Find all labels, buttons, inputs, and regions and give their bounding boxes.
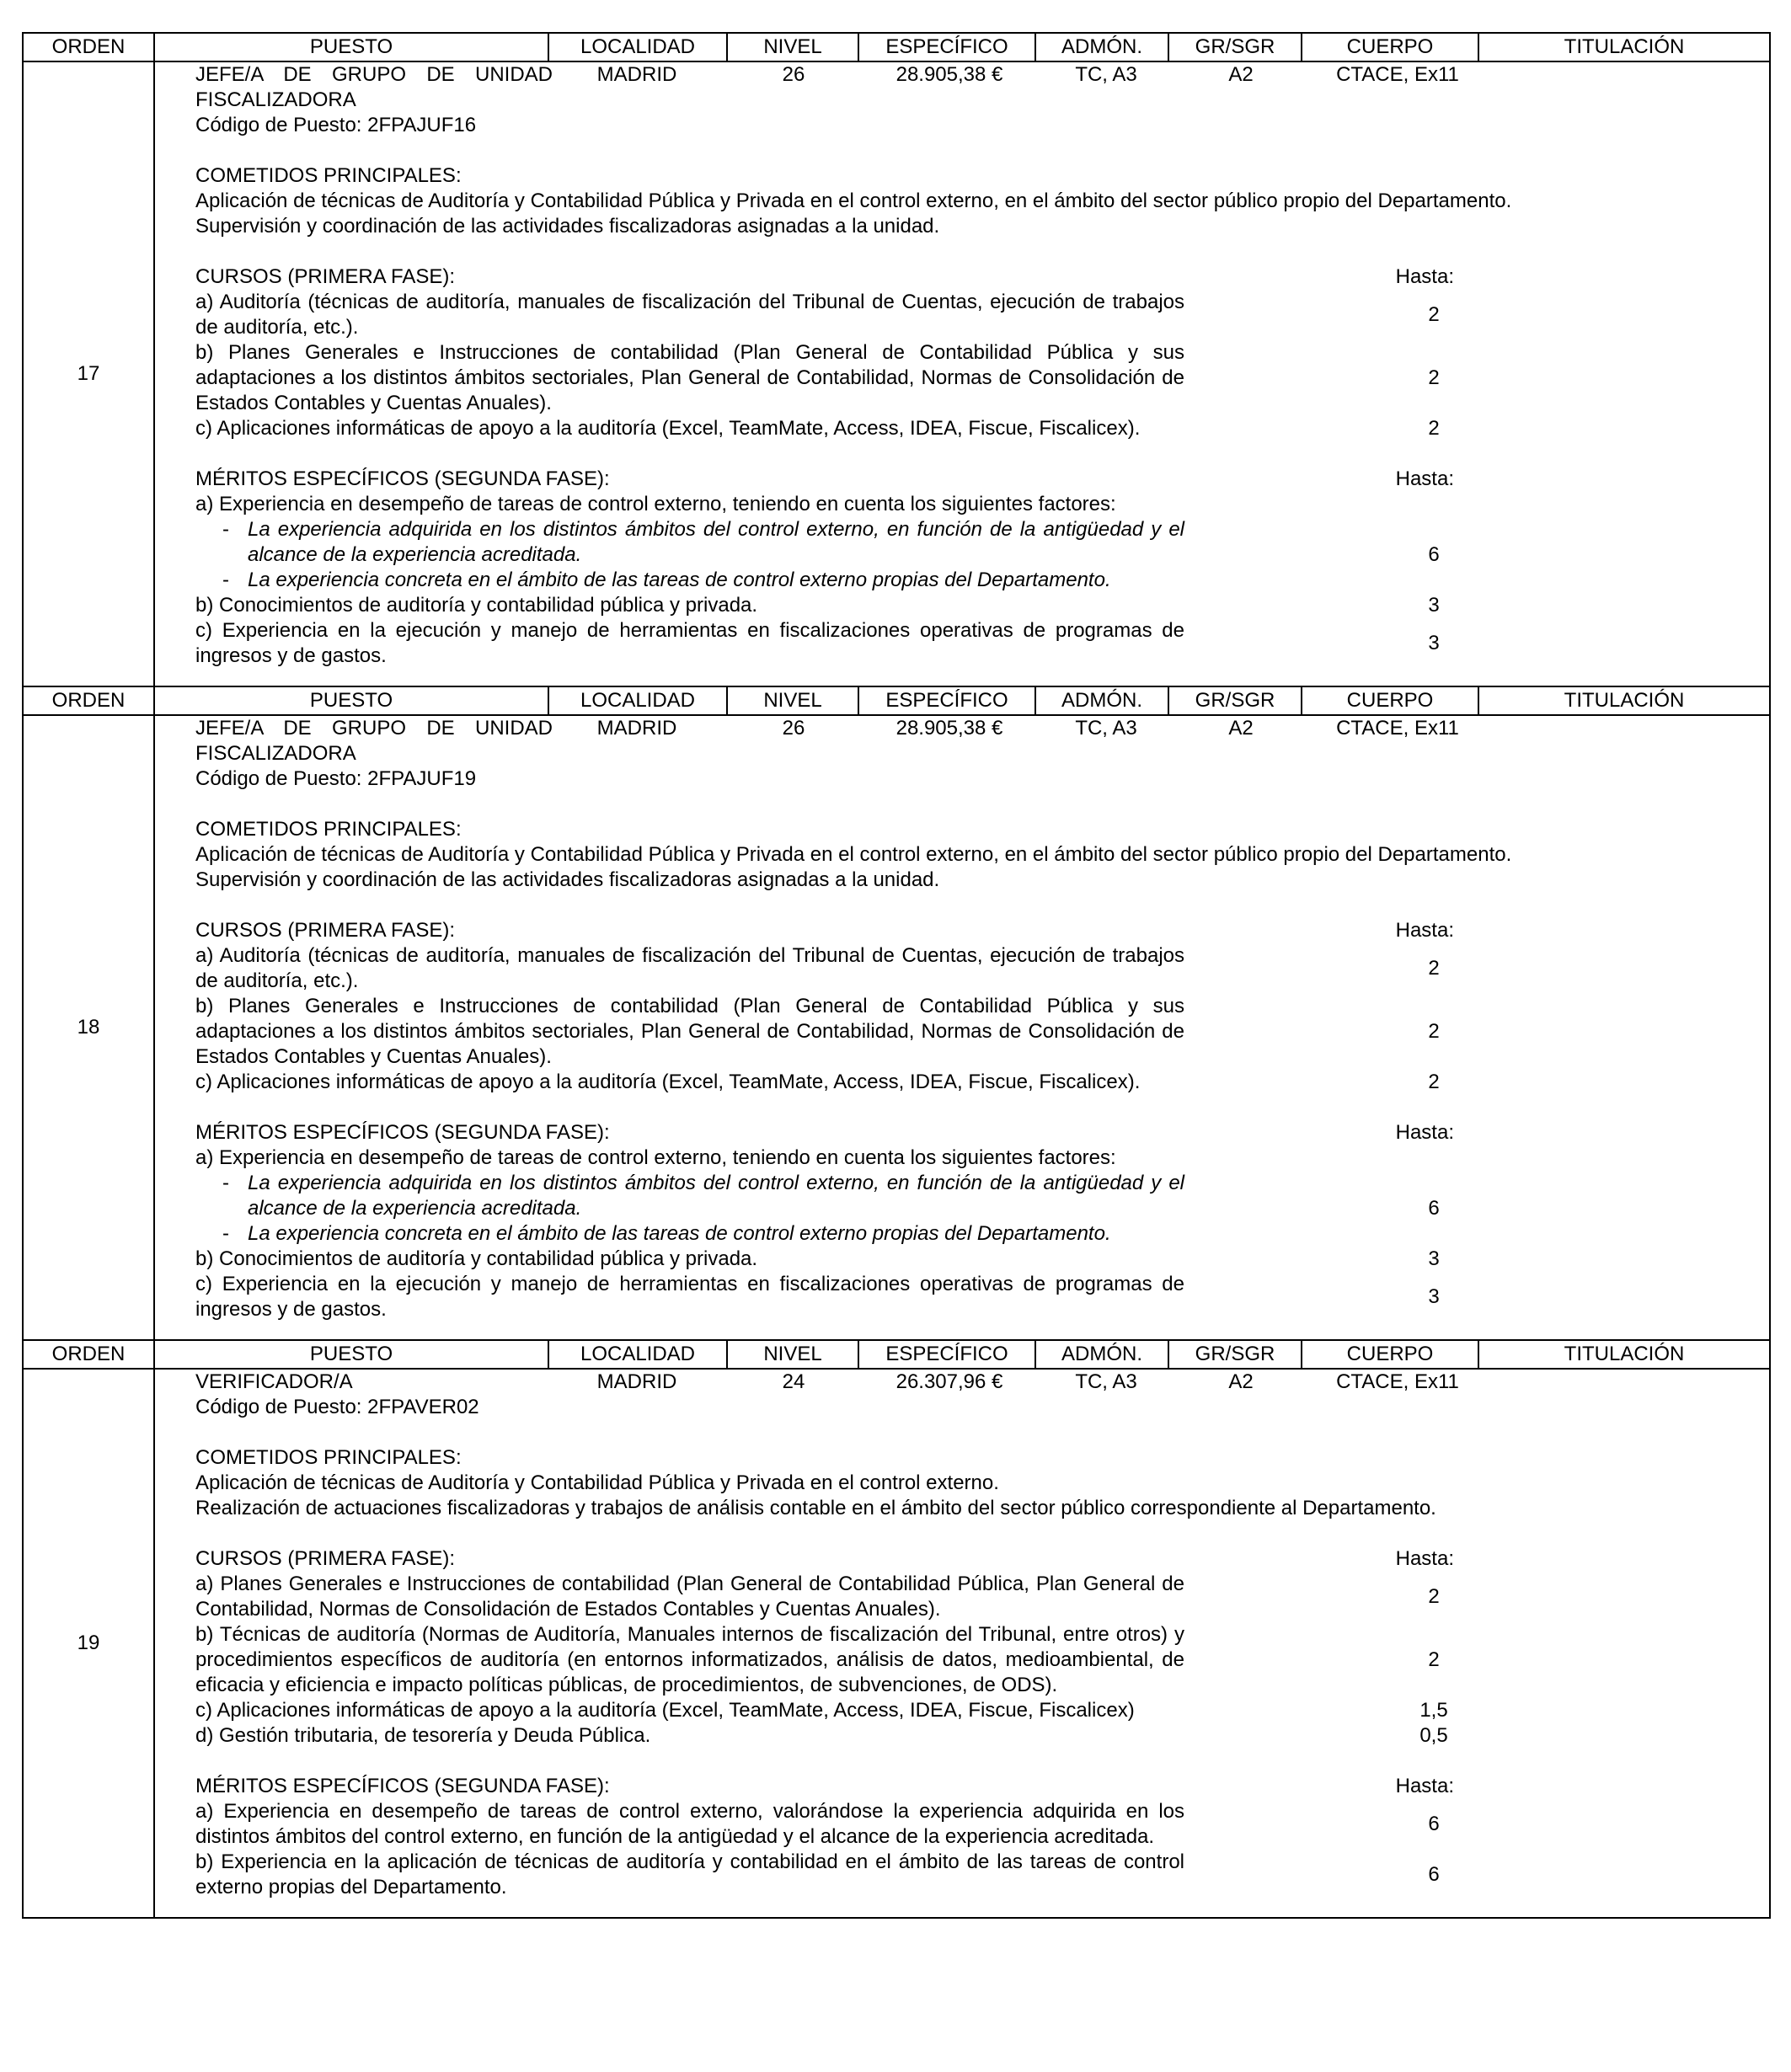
dash-bullet: - — [222, 569, 229, 591]
header-orden: ORDEN — [24, 1341, 155, 1368]
document — [22, 32, 1771, 1919]
merito-points: 6 — [1428, 1863, 1440, 1886]
header-cuerpo: CUERPO — [1302, 687, 1479, 714]
curso-points: 2 — [1428, 1648, 1440, 1671]
merito-factor — [195, 517, 1184, 568]
curso-row — [195, 1070, 1769, 1095]
header-admon: ADMÓN. — [1036, 687, 1169, 714]
merito-points: 6 — [1428, 1813, 1440, 1835]
hasta-label: Hasta: — [1395, 1547, 1454, 1570]
cometidos-heading: COMETIDOS PRINCIPALES: — [195, 818, 462, 841]
merito-row — [195, 1272, 1769, 1322]
meritos-heading: MÉRITOS ESPECÍFICOS (SEGUNDA FASE): — [195, 467, 610, 490]
cuerpo-value: CTACE, Ex11 — [1336, 63, 1459, 86]
merito-row — [195, 593, 1769, 618]
position-details — [155, 716, 1769, 1322]
spacer — [195, 239, 1769, 264]
grupo-value: A2 — [1228, 63, 1254, 86]
spacer — [195, 1420, 1769, 1445]
localidad-value: MADRID — [596, 717, 677, 740]
merito-factor-text: La experiencia adquirida en los distintos ámbitos del control externo, en función de la antigüedad y el alcance de la experiencia acreditada. — [248, 518, 1184, 566]
cursos-heading-row — [195, 264, 1769, 290]
curso-text: a) Auditoría (técnicas de auditoría, manuales de fiscalización del Tribunal de Cuentas, ejecución de trabajos de auditoría, etc.). — [195, 944, 1184, 992]
merito-a-factor-list — [195, 517, 1184, 593]
curso-text: b) Planes Generales e Instrucciones de contabilidad (Plan General de Contabilidad Pública y sus adaptaciones a los distintos ámbitos sectoriales, Plan General de Contabilidad, Normas de Consolidación de Estados Contables y Cuentas Anuales). — [195, 341, 1184, 414]
admon-value: TC, A3 — [1075, 63, 1137, 86]
merito-text: b) Conocimientos de auditoría y contabilidad pública y privada. — [195, 1247, 758, 1270]
curso-text: b) Técnicas de auditoría (Normas de Auditoría, Manuales internos de fiscalización del Tribunal, entre otros) y procedimientos específicos de auditoría (en entornos informatizados, análisis de datos, medioambiental, de eficacia y eficiencia e impacto políticas públicas, de procedimientos, de subvenciones, de ODS). — [195, 1623, 1184, 1696]
localidad-value: MADRID — [596, 1370, 677, 1393]
puesto-name: VERIFICADOR/A — [195, 1370, 353, 1393]
curso-row — [195, 1622, 1769, 1698]
curso-text: a) Planes Generales e Instrucciones de contabilidad (Plan General de Contabilidad Pública, Plan General de Contabilidad, Normas de Consolidación de Estados Contables y Cuentas Anuales). — [195, 1573, 1184, 1621]
position-block — [22, 32, 1771, 686]
merito-row — [195, 1850, 1769, 1900]
position-block — [22, 1339, 1771, 1919]
curso-row — [195, 1698, 1769, 1723]
header-especifico: ESPECÍFICO — [859, 1341, 1036, 1368]
meritos-heading: MÉRITOS ESPECÍFICOS (SEGUNDA FASE): — [195, 1775, 610, 1797]
puesto-name: JEFE/A DE GRUPO DE UNIDAD FISCALIZADORA — [195, 63, 553, 111]
especifico-value: 28.905,38 € — [896, 63, 1003, 86]
header-nivel: NIVEL — [728, 687, 859, 714]
merito-points: 3 — [1428, 1247, 1440, 1270]
position-body — [24, 716, 1769, 1339]
header-titulacion: TITULACIÓN — [1564, 35, 1685, 58]
merito-factor — [195, 1221, 1184, 1247]
curso-points: 1,5 — [1419, 1699, 1448, 1722]
hasta-label: Hasta: — [1395, 919, 1454, 942]
curso-points: 0,5 — [1419, 1724, 1448, 1747]
orden-cell — [24, 1370, 155, 1917]
cometidos-heading: COMETIDOS PRINCIPALES: — [195, 164, 462, 187]
position-content — [155, 1370, 1769, 1917]
merito-row — [195, 1799, 1769, 1850]
merito-text: c) Experiencia en la ejecución y manejo de herramientas en fiscalizaciones operativas de programas de ingresos y de gastos. — [195, 619, 1184, 667]
header-gr-sgr: GR/SGR — [1169, 687, 1302, 714]
cursos-heading-row — [195, 1546, 1769, 1572]
curso-points: 2 — [1428, 1585, 1440, 1608]
cometido-line: Aplicación de técnicas de Auditoría y Contabilidad Pública y Privada en el control externo, en el ámbito del sector público propio del Departamento. — [195, 190, 1512, 212]
header-orden: ORDEN — [24, 687, 155, 714]
cursos-heading-row — [195, 918, 1769, 943]
hasta-label: Hasta: — [1395, 1775, 1454, 1797]
orden-number: 17 — [77, 362, 100, 385]
curso-text: b) Planes Generales e Instrucciones de contabilidad (Plan General de Contabilidad Pública y sus adaptaciones a los distintos ámbitos sectoriales, Plan General de Contabilidad, Normas de Consolidación de Estados Contables y Cuentas Anuales). — [195, 995, 1184, 1068]
header-localidad: LOCALIDAD — [549, 687, 728, 714]
merito-factor — [195, 1171, 1184, 1221]
spacer — [195, 138, 1769, 163]
merito-points: 3 — [1428, 632, 1440, 654]
spacer — [195, 1095, 1769, 1120]
orden-number: 19 — [77, 1631, 100, 1654]
merito-row — [195, 1247, 1769, 1272]
header-puesto: PUESTO — [155, 687, 549, 714]
merito-points: 6 — [1428, 543, 1440, 566]
orden-number: 18 — [77, 1016, 100, 1039]
merito-factor-text: La experiencia concreta en el ámbito de las tareas de control externo propias del Departamento. — [248, 1222, 1111, 1245]
curso-row — [195, 1572, 1769, 1622]
admon-value: TC, A3 — [1075, 1370, 1137, 1393]
dash-bullet: - — [222, 518, 229, 541]
curso-row — [195, 994, 1769, 1070]
hasta-label: Hasta: — [1395, 467, 1454, 490]
puesto-code: Código de Puesto: 2FPAJUF19 — [195, 767, 477, 790]
position-body — [24, 62, 1769, 686]
header-gr-sgr: GR/SGR — [1169, 1341, 1302, 1368]
merito-row — [195, 618, 1769, 669]
meritos-heading-row — [195, 1120, 1769, 1145]
header-admon: ADMÓN. — [1036, 1341, 1169, 1368]
localidad-value: MADRID — [596, 63, 677, 86]
header-especifico: ESPECÍFICO — [859, 687, 1036, 714]
cursos-heading: CURSOS (PRIMERA FASE): — [195, 1547, 456, 1570]
curso-row — [195, 340, 1769, 416]
column-header-row — [24, 1341, 1769, 1370]
grupo-value: A2 — [1228, 717, 1254, 740]
spacer — [195, 441, 1769, 467]
merito-factor-text: La experiencia adquirida en los distintos ámbitos del control externo, en función de la antigüedad y el alcance de la experiencia acreditada. — [248, 1172, 1184, 1220]
meritos-heading: MÉRITOS ESPECÍFICOS (SEGUNDA FASE): — [195, 1121, 610, 1144]
position-details — [155, 1370, 1769, 1900]
header-cuerpo: CUERPO — [1302, 34, 1479, 61]
cometido-line: Supervisión y coordinación de las actividades fiscalizadoras asignadas a la unidad. — [195, 868, 940, 891]
header-localidad: LOCALIDAD — [549, 34, 728, 61]
header-cuerpo: CUERPO — [1302, 1341, 1479, 1368]
merito-text: a) Experiencia en desempeño de tareas de control externo, valorándose la experiencia adquirida en los distintos ámbitos del control externo, en función de la antigüedad y el alcance de la experiencia acreditada. — [195, 1800, 1184, 1848]
curso-points: 2 — [1428, 1071, 1440, 1093]
merito-factor-text: La experiencia concreta en el ámbito de las tareas de control externo propias del Departamento. — [248, 569, 1111, 591]
position-content — [155, 62, 1769, 686]
curso-row — [195, 1723, 1769, 1749]
merito-points: 3 — [1428, 1285, 1440, 1308]
curso-text: c) Aplicaciones informáticas de apoyo a la auditoría (Excel, TeamMate, Access, IDEA, Fiscue, Fiscalicex) — [195, 1699, 1135, 1722]
especifico-value: 28.905,38 € — [896, 717, 1003, 740]
merito-text: b) Experiencia en la aplicación de técnicas de auditoría y contabilidad en el ámbito de las tareas de control externo propias del Departamento. — [195, 1850, 1184, 1898]
cometido-line: Supervisión y coordinación de las actividades fiscalizadoras asignadas a la unidad. — [195, 215, 940, 238]
cometido-line: Aplicación de técnicas de Auditoría y Contabilidad Pública y Privada en el control externo, en el ámbito del sector público propio del Departamento. — [195, 843, 1512, 866]
header-nivel: NIVEL — [728, 34, 859, 61]
position-body — [24, 1370, 1769, 1917]
orden-cell — [24, 62, 155, 686]
header-orden: ORDEN — [24, 34, 155, 61]
cuerpo-value: CTACE, Ex11 — [1336, 717, 1459, 740]
nivel-value: 26 — [782, 63, 805, 86]
curso-row — [195, 416, 1769, 441]
header-puesto: PUESTO — [155, 1341, 549, 1368]
curso-points: 2 — [1428, 366, 1440, 389]
cometido-line: Realización de actuaciones fiscalizadoras y trabajos de análisis contable en el ámbito del sector público correspondiente al Departamento. — [195, 1497, 1436, 1519]
meritos-heading-row — [195, 1774, 1769, 1799]
curso-text: a) Auditoría (técnicas de auditoría, manuales de fiscalización del Tribunal de Cuentas, ejecución de trabajos de auditoría, etc.). — [195, 291, 1184, 339]
merito-points: 3 — [1428, 594, 1440, 617]
merito-a-factor-list — [195, 1171, 1184, 1247]
especifico-value: 26.307,96 € — [896, 1370, 1003, 1393]
cuerpo-value: CTACE, Ex11 — [1336, 1370, 1459, 1393]
header-admon: ADMÓN. — [1036, 34, 1169, 61]
merito-text: b) Conocimientos de auditoría y contabilidad pública y privada. — [195, 594, 758, 617]
header-titulacion: TITULACIÓN — [1564, 1343, 1685, 1365]
curso-text: d) Gestión tributaria, de tesorería y Deuda Pública. — [195, 1724, 651, 1747]
merito-a-factors — [195, 517, 1769, 593]
position-block — [22, 686, 1771, 1339]
nivel-value: 24 — [782, 1370, 805, 1393]
merito-points: 6 — [1428, 1197, 1440, 1220]
header-gr-sgr: GR/SGR — [1169, 34, 1302, 61]
curso-points: 2 — [1428, 417, 1440, 440]
puesto-name: JEFE/A DE GRUPO DE UNIDAD FISCALIZADORA — [195, 717, 553, 765]
hasta-label: Hasta: — [1395, 1121, 1454, 1144]
position-details — [155, 62, 1769, 669]
column-header-row — [24, 687, 1769, 716]
header-nivel: NIVEL — [728, 1341, 859, 1368]
spacer — [195, 1749, 1769, 1774]
position-content — [155, 716, 1769, 1339]
merito-text: c) Experiencia en la ejecución y manejo de herramientas en fiscalizaciones operativas de programas de ingresos y de gastos. — [195, 1273, 1184, 1321]
merito-a-factors — [195, 1171, 1769, 1247]
cometido-line: Aplicación de técnicas de Auditoría y Contabilidad Pública y Privada en el control externo. — [195, 1471, 999, 1494]
merito-a-intro: a) Experiencia en desempeño de tareas de control externo, teniendo en cuenta los siguientes factores: — [195, 493, 1116, 515]
curso-text: c) Aplicaciones informáticas de apoyo a la auditoría (Excel, TeamMate, Access, IDEA, Fiscue, Fiscalicex). — [195, 1071, 1141, 1093]
puesto-code: Código de Puesto: 2FPAJUF16 — [195, 114, 477, 136]
merito-a-intro: a) Experiencia en desempeño de tareas de control externo, teniendo en cuenta los siguientes factores: — [195, 1146, 1116, 1169]
nivel-value: 26 — [782, 717, 805, 740]
curso-points: 2 — [1428, 1020, 1440, 1043]
puesto-code: Código de Puesto: 2FPAVER02 — [195, 1396, 479, 1418]
spacer — [195, 1521, 1769, 1546]
orden-cell — [24, 716, 155, 1339]
curso-points: 2 — [1428, 957, 1440, 980]
hasta-label: Hasta: — [1395, 265, 1454, 288]
spacer — [195, 893, 1769, 918]
admon-value: TC, A3 — [1075, 717, 1137, 740]
grupo-value: A2 — [1228, 1370, 1254, 1393]
curso-text: c) Aplicaciones informáticas de apoyo a la auditoría (Excel, TeamMate, Access, IDEA, Fiscue, Fiscalicex). — [195, 417, 1141, 440]
dash-bullet: - — [222, 1172, 229, 1194]
column-header-row — [24, 34, 1769, 62]
curso-row — [195, 290, 1769, 340]
header-titulacion: TITULACIÓN — [1564, 689, 1685, 712]
meritos-heading-row — [195, 467, 1769, 492]
cometidos-heading: COMETIDOS PRINCIPALES: — [195, 1446, 462, 1469]
header-especifico: ESPECÍFICO — [859, 34, 1036, 61]
cursos-heading: CURSOS (PRIMERA FASE): — [195, 265, 456, 288]
spacer — [195, 792, 1769, 817]
cursos-heading: CURSOS (PRIMERA FASE): — [195, 919, 456, 942]
curso-points: 2 — [1428, 303, 1440, 326]
header-puesto: PUESTO — [155, 34, 549, 61]
dash-bullet: - — [222, 1222, 229, 1245]
header-localidad: LOCALIDAD — [549, 1341, 728, 1368]
curso-row — [195, 943, 1769, 994]
merito-factor — [195, 568, 1184, 593]
